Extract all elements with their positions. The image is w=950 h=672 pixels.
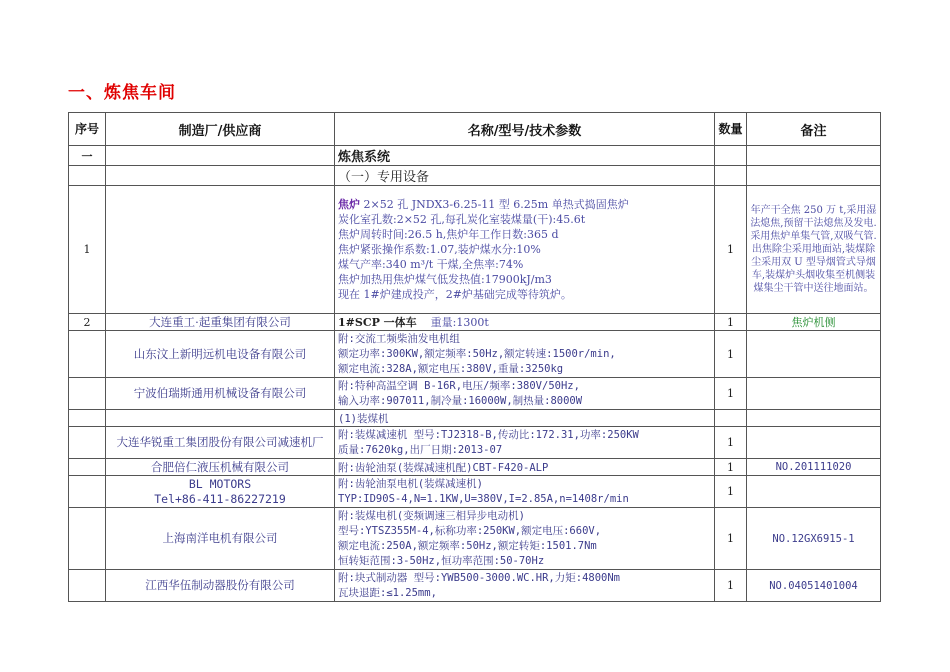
row-remark-cell: [747, 378, 881, 410]
row-qty: 1: [715, 570, 747, 602]
system-remark-cell: [747, 146, 881, 166]
row-qty: 1: [715, 378, 747, 410]
system-name: 炼焦系统: [335, 146, 715, 166]
row-spec: [335, 314, 715, 331]
spec-head-rest: 2×52 孔 JNDX3-6.25-11 型 6.25m 单热式捣固焦炉: [360, 198, 629, 211]
row-remark-cell: [747, 331, 881, 378]
table-row: [69, 570, 881, 602]
row-seq-cell: [69, 378, 106, 410]
row-seq-cell: [69, 570, 106, 602]
row-maker: 上海南洋电机有限公司: [106, 508, 335, 570]
row-qty: 1: [715, 314, 747, 331]
table-row: [69, 427, 881, 459]
row-remark: 焦炉机侧: [747, 314, 881, 331]
subsection-name: （一）专用设备: [335, 166, 715, 186]
header-maker: 制造厂/供应商: [106, 113, 335, 146]
row-qty: 1: [715, 476, 747, 508]
spec-head: 1#SCP 一体车: [338, 316, 417, 329]
table-row: [69, 331, 881, 378]
row-maker: 江西华伍制动器股份有限公司: [106, 570, 335, 602]
row-spec: [335, 508, 715, 570]
subsection-seq-cell: [69, 166, 106, 186]
row-maker: 合肥倍仁液压机械有限公司: [106, 459, 335, 476]
row-qty: 1: [715, 186, 747, 314]
row-maker: [106, 476, 335, 508]
spec-line: 焦炉紧张操作系数:1.07,装炉煤水分:10%: [338, 243, 541, 256]
spec-line: 恒转矩范围:3-50Hz,恒功率范围:50-70Hz: [338, 554, 545, 567]
row-qty: 1: [715, 427, 747, 459]
spec-line: 附:特种高温空调 B-16R,电压/频率:380V/50Hz,: [338, 379, 580, 392]
spec-line: 瓦块退距:≤1.25mm,: [338, 586, 437, 599]
row-spec: (1)装煤机: [335, 410, 715, 427]
row-seq-cell: [69, 476, 106, 508]
row-maker: 宁波伯瑞斯通用机械设备有限公司: [106, 378, 335, 410]
spec-line: 附:装煤电机(变频调速三相异步电动机): [338, 509, 525, 522]
spec-rest: 重量:1300t: [430, 316, 489, 329]
row-qty: 1: [715, 331, 747, 378]
spec-head: 焦炉: [338, 198, 360, 211]
row-qty-cell: [715, 410, 747, 427]
system-seq: 一: [69, 146, 106, 166]
subsection-remark-cell: [747, 166, 881, 186]
spec-line: 附:装煤减速机 型号:TJ2318-B,传动比:172.31,功率:250KW: [338, 428, 639, 441]
row-maker: 大连华锐重工集团股份有限公司减速机厂: [106, 427, 335, 459]
row-remark-cell: [747, 476, 881, 508]
row-maker-cell: [106, 186, 335, 314]
header-spec: 名称/型号/技术参数: [335, 113, 715, 146]
row-remark: NO.04051401004: [747, 570, 881, 602]
system-row: [69, 146, 881, 166]
row-remark: NO.12GX6915-1: [747, 508, 881, 570]
header-seq: 序号: [69, 113, 106, 146]
row-maker-cell: [106, 410, 335, 427]
spec-line: 额定功率:300KW,额定频率:50Hz,额定转速:1500r/min,: [338, 347, 616, 360]
spec-line: 附:齿轮油泵电机(装煤减速机): [338, 477, 483, 490]
spec-line: 质量:7620kg,出厂日期:2013-07: [338, 443, 503, 456]
spec-line: TYP:ID90S-4,N=1.1KW,U=380V,I=2.85A,n=1408r/min: [338, 492, 629, 505]
spec-line: 额定电流:250A,额定频率:50Hz,额定转矩:1501.7Nm: [338, 539, 597, 552]
section-title: 一、炼焦车间: [68, 83, 176, 103]
subsection-row: [69, 166, 881, 186]
row-seq-cell: [69, 427, 106, 459]
row-spec: [335, 378, 715, 410]
header-remark: 备注: [747, 113, 881, 146]
header-row: [69, 113, 881, 146]
table-row: [69, 508, 881, 570]
row-qty: 1: [715, 459, 747, 476]
equipment-table: [68, 112, 881, 602]
row-seq-cell: [69, 410, 106, 427]
row-spec: [335, 427, 715, 459]
spec-line: 焦炉周转时间:26.5 h,焦炉年工作日数:365 d: [338, 228, 559, 241]
spec-line: 现在 1#炉建成投产，2#炉基础完成等待筑炉。: [338, 288, 572, 301]
row-spec: [335, 570, 715, 602]
row-remark: NO.201111020: [747, 459, 881, 476]
row-seq-cell: [69, 331, 106, 378]
row-seq: 2: [69, 314, 106, 331]
spec-line: 额定电流:328A,额定电压:380V,重量:3250kg: [338, 362, 564, 375]
row-seq-cell: [69, 508, 106, 570]
row-spec: [335, 476, 715, 508]
row-spec: [335, 331, 715, 378]
spec-line: 输入功率:907011,制冷量:16000W,制热量:8000W: [338, 394, 583, 407]
spec-line: 煤气产率:340 m³/t 干煤,全焦率:74%: [338, 258, 524, 271]
row-qty: 1: [715, 508, 747, 570]
maker-line: Tel+86-411-86227219: [154, 491, 286, 506]
spec-line: 炭化室孔数:2×52 孔,每孔炭化室装煤量(干):45.6t: [338, 213, 586, 226]
system-maker-cell: [106, 146, 335, 166]
row-spec: 附:齿轮油泵(装煤减速机配)CBT-F420-ALP: [335, 459, 715, 476]
maker-line: BL MOTORS: [188, 476, 252, 491]
row-maker: 大连重工·起重集团有限公司: [106, 314, 335, 331]
table-row: [69, 476, 881, 508]
spec-line: 焦炉加热用焦炉煤气低发热值:17900kJ/m3: [338, 273, 552, 286]
system-qty-cell: [715, 146, 747, 166]
row-remark-cell: [747, 427, 881, 459]
subsection-maker-cell: [106, 166, 335, 186]
row-seq: 1: [69, 186, 106, 314]
table-row: [69, 314, 881, 331]
subsection-qty-cell: [715, 166, 747, 186]
spec-line: 附:块式制动器 型号:YWB500-3000.WC.HR,力矩:4800Nm: [338, 571, 621, 584]
table-row: [69, 378, 881, 410]
row-remark: 年产干全焦 250 万 t,采用湿法熄焦,预留干法熄焦及发电.采用焦炉单集气管,双吸气管.出焦除尘采用地面站,装煤除尘采用双 U 型导烟管式导烟车,装煤炉头烟收集至机侧装煤集尘干管中送往地面站。: [747, 186, 881, 314]
row-remark-cell: [747, 410, 881, 427]
header-qty: 数量: [715, 113, 747, 146]
row-maker: 山东汶上新明远机电设备有限公司: [106, 331, 335, 378]
table-row: [69, 186, 881, 314]
row-seq-cell: [69, 459, 106, 476]
row-spec: [335, 186, 715, 314]
spec-line: 附:交流工频柴油发电机组: [338, 332, 460, 345]
table-row: [69, 459, 881, 476]
spec-line: 型号:YTSZ355M-4,标称功率:250KW,额定电压:660V,: [338, 524, 602, 537]
table-row: [69, 410, 881, 427]
